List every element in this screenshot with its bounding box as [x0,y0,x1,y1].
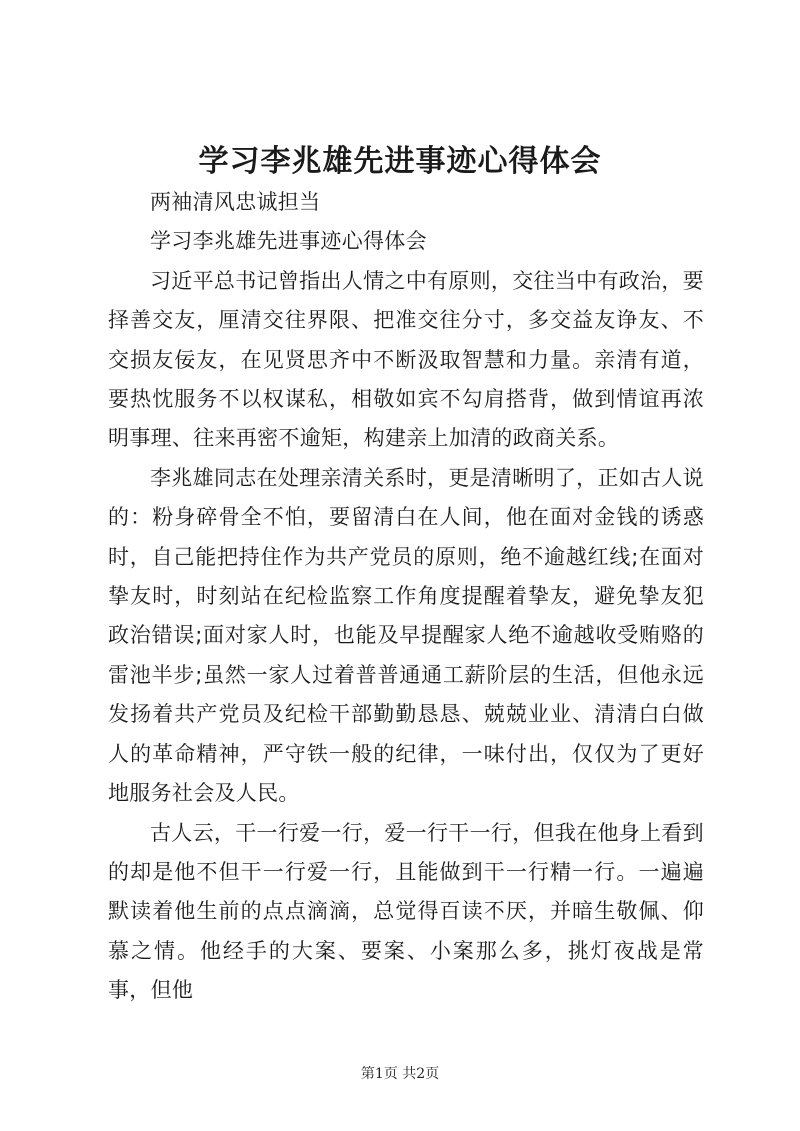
heading-line: 学习李兆雄先进事迹心得体会 [150,229,427,254]
document-title: 学习李兆雄先进事迹心得体会 [198,144,602,179]
page-number-footer: 第1页 共2页 [360,1066,440,1082]
body-paragraph: 李兆雄同志在处理亲清关系时，更是清晰明了，正如古人说的：粉身碎骨全不怕，要留清白在人间，他在面对金钱的诱惑时，自己能把持住作为共产党员的原则，绝不逾越红线;在面对挚友时，时刻站在纪检监察工作角度提醒着挚友，避免挚友犯政治错误;面对家人时，也能及早提醒家人绝不逾越收受贿赂的雷池半步;虽然一家人过着普普通通工薪阶层的生活，但他永远发扬着共产党员及纪检干部勤勤恳恳、兢兢业业、清清白白做人的革命精神，严守铁一般的纪律，一味付出，仅仅为了更好地服务社会及人民。 [108,465,704,806]
body-paragraph: 古人云，干一行爱一行，爱一行干一行，但我在他身上看到的却是他不但干一行爱一行，且能做到干一行精一行。一遍遍默读着他生前的点点滴滴，总觉得百读不厌，并暗生敬佩、仰慕之情。他经手的大案、要案、小案那么多，挑灯夜战是常事，但他 [108,820,704,1003]
body-paragraph: 习近平总书记曾指出人情之中有原则，交往当中有政治，要择善交友，厘清交往界限、把准交往分寸，多交益友诤友、不交损友佞友，在见贤思齐中不断汲取智慧和力量。亲清有道，要热忱服务不以权谋私，相敬如宾不勾肩搭背，做到情谊再浓明事理、往来再密不逾矩，构建亲上加清的政商关系。 [108,268,704,451]
document-body [108,183,704,1011]
subtitle-line: 两袖清风忠诚担当 [150,190,321,214]
